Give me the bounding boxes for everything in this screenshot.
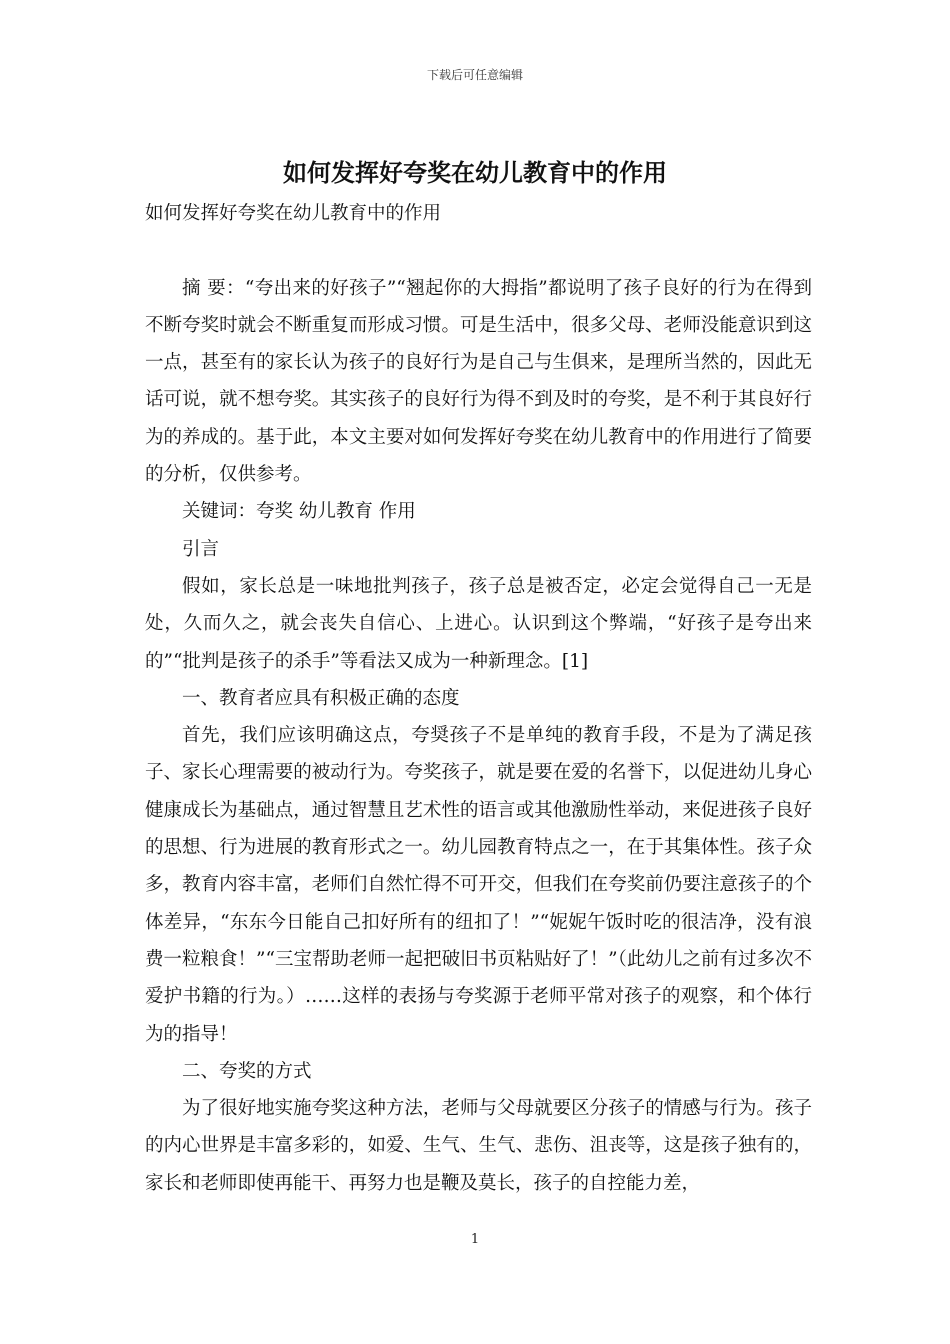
section1-heading: 一、教育者应具有积极正确的态度	[182, 687, 460, 709]
section2-paragraph: 为了很好地实施夸奖这种方法，老师与父母就要区分孩子的情感与行为。孩子的内心世界是丰富多彩的，如爱、生气、生气、悲伤、沮丧等，这是孩子独有的，家长和老师即使再能干、再努力也是鞭及莫长，孩子的自控能力差，	[145, 1098, 812, 1194]
page-number: 1	[470, 1232, 480, 1247]
abstract-paragraph: 摘 要：“夸出来的好孩子”“翘起你的大拇指”都说明了孩子良好的行为在得到不断夸奖时就会不断重复而形成习惯。可是生活中，很多父母、老师没能意识到这一点，甚至有的家长认为孩子的良好行为是自己与生俱来，是理所当然的，因此无话可说，就不想夸奖。其实孩子的良好行为得不到及时的夸奖，是不利于其良好行为的养成的。基于此，本文主要对如何发挥好夸奖在幼儿教育中的作用进行了简要的分析，仅供参考。	[145, 277, 812, 486]
section2-heading: 二、夸奖的方式	[182, 1060, 312, 1082]
section1-paragraph: 首先，我们应该明确这点，夸奨孩子不是单纯的教育手段，不是为了满足孩子、家长心理需要的被动行为。夸奖孩子，就是要在爱的名誉下，以促进幼儿身心健康成长为基础点，通过智慧且艺术性的语言或其他激励性举动，来促进孩子良好的思想、行为进展的教育形式之一。幼儿园教育特点之一，在于其集体性。孩子众多，教育内容丰富，老师们自然忙得不可开交，但我们在夸奖前仍要注意孩子的个体差异，“东东今日能自己扣好所有的纽扣了！”“妮妮午饭时吃的很洁净，没有浪费一粒粮食！”“三宝帮助老师一起把破旧书页粘贴好了！”（此幼儿之前有过多次不爱护书籍的行为。）……这样的表扬与夸奖源于老师平常对孩子的观察，和个体行为的指导！	[145, 725, 812, 1045]
document-body	[145, 195, 812, 1202]
document-title: 如何发挥好夸奖在幼儿教育中的作用	[283, 158, 667, 187]
intro-paragraph: 假如，家长总是一味地批判孩子，孩子总是被否定，必定会觉得自己一无是处，久而久之，就会丧失自信心、上进心。认识到这个弊端，“好孩子是夸出来的”“批判是孩子的杀手”等看法又成为一种新理念。[1]	[145, 575, 812, 672]
document-subtitle: 如何发挥好夸奖在幼儿教育中的作用	[145, 203, 442, 224]
blank-line	[145, 232, 812, 269]
intro-heading: 引言	[182, 538, 220, 560]
page-header: 下载后可任意编辑	[426, 68, 523, 82]
keywords-line: 关键词：夸奖 幼儿教育 作用	[182, 501, 416, 523]
